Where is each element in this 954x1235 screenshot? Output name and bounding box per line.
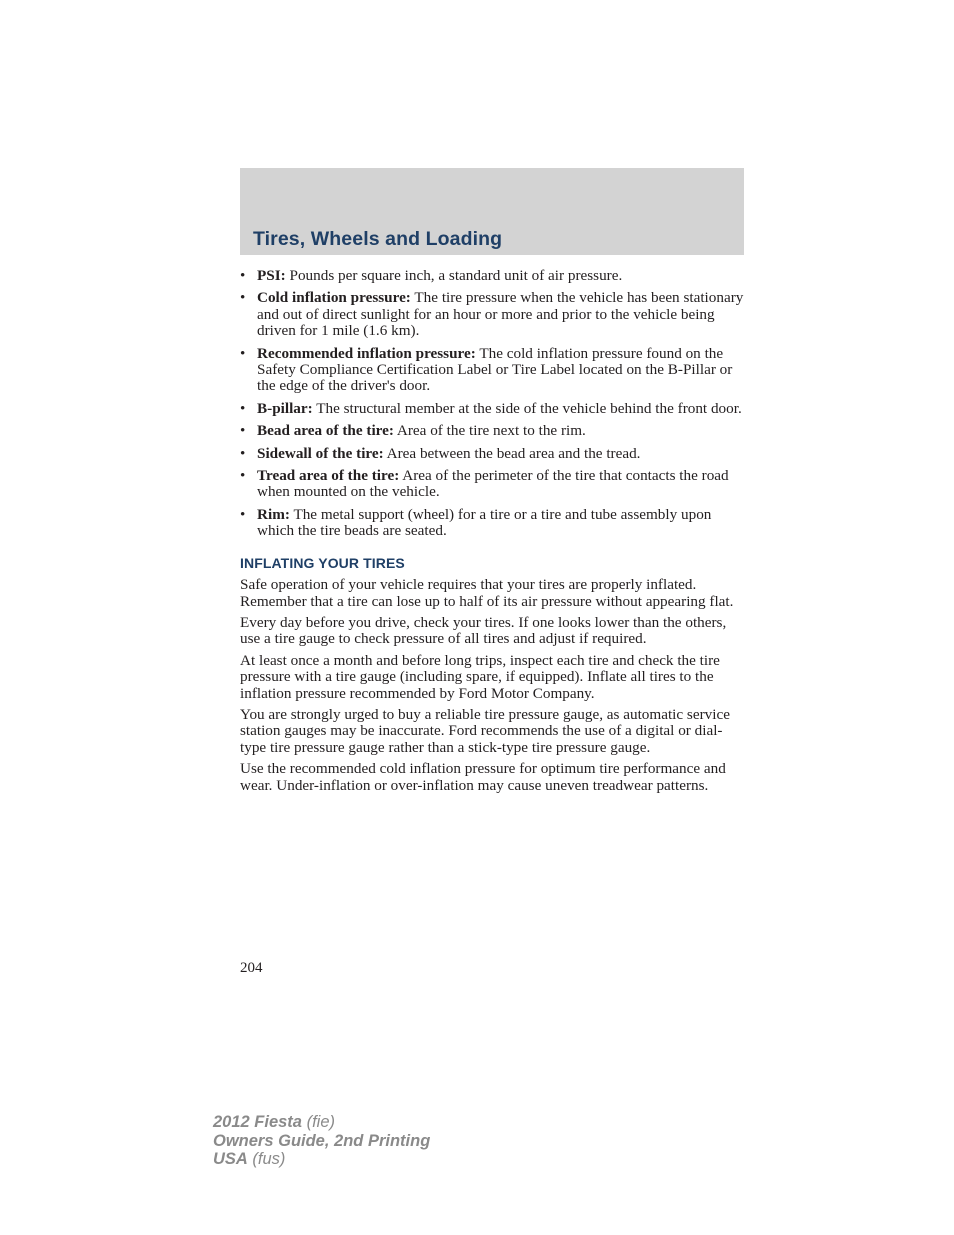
list-item: [240, 346, 746, 395]
footer-guide: Owners Guide, 2nd Printing: [213, 1131, 431, 1150]
page-number: 204: [240, 960, 263, 976]
definition-text: The metal support (wheel) for a tire or a tire and tube assembly upon which the tire beads are seated.: [257, 505, 712, 540]
definition-term: PSI:: [257, 267, 286, 284]
definition-text: The tire pressure when the vehicle has been stationary and out of direct sunlight for an hour or more and prior to the vehicle being driven for 1 mile (1.6 km).: [257, 289, 744, 340]
bullet-icon: •: [240, 422, 246, 440]
definition-text: Area between the bead area and the tread.: [386, 444, 641, 462]
list-item: [240, 507, 746, 540]
definition-term: Tread area of the tire:: [257, 467, 400, 485]
bullet-icon: •: [240, 399, 246, 417]
inflating-heading: INFLATING YOUR TIRES: [240, 554, 405, 571]
list-item: [240, 290, 746, 339]
list-item: [240, 468, 746, 501]
list-item: [240, 268, 746, 284]
definition-text: Area of the tire next to the rim.: [396, 422, 586, 440]
bullet-icon: •: [240, 289, 246, 307]
list-item: [240, 423, 746, 439]
footer-market: USA: [213, 1150, 248, 1168]
footer-model: 2012 Fiesta: [213, 1113, 302, 1131]
definition-term: Rim:: [257, 505, 290, 523]
definition-text: The cold inflation pressure found on the Safety Compliance Certification Label or Tire Label located on the B-Pillar or the edge of the driver's door.: [257, 344, 733, 395]
footer-line-guide: [213, 1132, 430, 1151]
section-title: Tires, Wheels and Loading: [253, 228, 503, 250]
bullet-icon: •: [240, 505, 246, 523]
definitions-list: [240, 268, 746, 540]
bullet-icon: •: [240, 267, 246, 284]
footer-line-model: [213, 1113, 430, 1132]
definition-text: Pounds per square inch, a standard unit of air pressure.: [289, 267, 623, 284]
definition-term: Cold inflation pressure:: [257, 289, 411, 307]
definition-text: Area of the perimeter of the tire that contacts the road when mounted on the vehicle.: [257, 467, 729, 501]
definition-term: Sidewall of the tire:: [257, 444, 384, 462]
footer-model-code: (fie): [301, 1113, 335, 1131]
body-paragraph: You are strongly urged to buy a reliable tire pressure gauge, as automatic service station gauges may be inaccurate. Ford recommends the use of a digital or dial-type tire pressure gauge rather than a stick-type tire pressure gauge.: [240, 705, 730, 756]
footer-market-code: (fus): [247, 1150, 286, 1168]
body-paragraph: Use the recommended cold inflation pressure for optimum tire performance and wear. Under-inflation or over-inflation may cause uneven treadwear patterns.: [240, 760, 726, 794]
bullet-icon: •: [240, 467, 246, 485]
footer-line-market: [213, 1150, 430, 1169]
bullet-icon: •: [240, 444, 246, 462]
list-item: [240, 401, 746, 417]
definition-term: Recommended inflation pressure:: [257, 344, 476, 362]
list-item: [240, 446, 746, 462]
definition-term: Bead area of the tire:: [257, 422, 394, 440]
body-paragraph: Safe operation of your vehicle requires that your tires are properly inflated. Remember that a tire can lose up to half of its air pressure without appearing flat.: [240, 576, 734, 610]
definition-text: The structural member at the side of the vehicle behind the front door.: [316, 399, 742, 417]
body-paragraph: At least once a month and before long trips, inspect each tire and check the tire pressure with a tire gauge (including spare, if equipped). Inflate all tires to the inflation pressure recommended by Ford Motor Company.: [240, 651, 720, 702]
page-content: [240, 268, 746, 799]
bullet-icon: •: [240, 344, 246, 362]
document-footer: [213, 1113, 430, 1169]
definition-term: B-pillar:: [257, 399, 313, 417]
body-paragraph: Every day before you drive, check your tires. If one looks lower than the others, use a tire gauge to check pressure of all tires and adjust if required.: [240, 613, 727, 648]
